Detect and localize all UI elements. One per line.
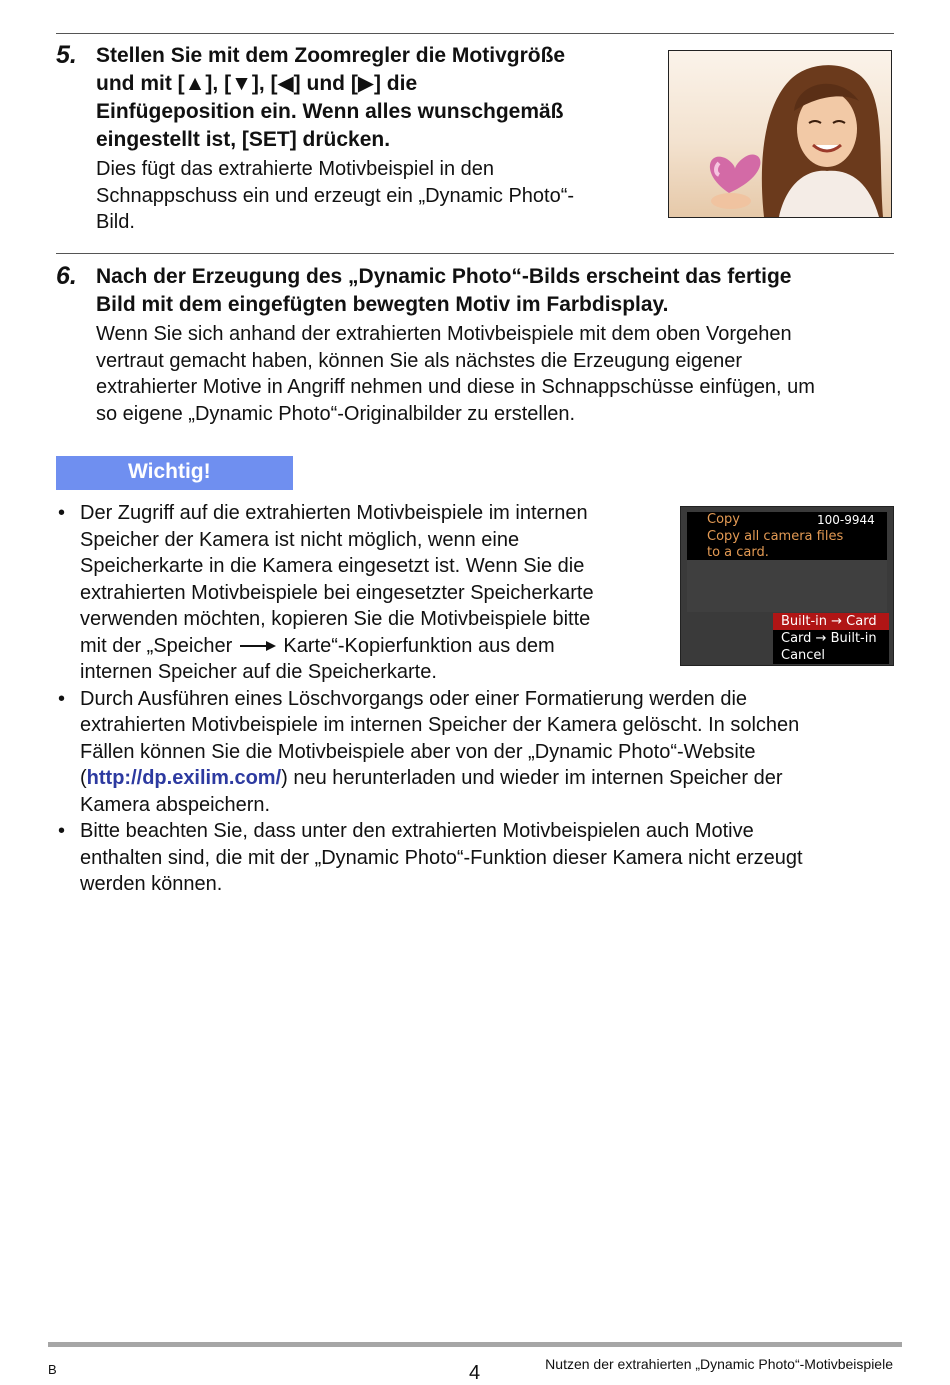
step-5-title-line: Einfügeposition ein. Wenn alles wunschgemäß bbox=[96, 100, 564, 123]
bullet-item bbox=[58, 818, 894, 898]
step-5-number: 5. bbox=[56, 41, 77, 69]
step-6-title-line: Bild mit dem eingefügten bewegten Motiv im Farbdisplay. bbox=[96, 293, 669, 316]
step-5-title-line: eingestellt ist, [SET] drücken. bbox=[96, 128, 391, 151]
important-heading bbox=[56, 456, 293, 490]
bullet-text: Karte“-Kopierfunktion aus dem bbox=[283, 634, 555, 657]
bullet-line: Speicherkarte in die Kamera eingesetzt ist. Wenn Sie die bbox=[80, 555, 585, 577]
step-5-body-line: Dies fügt das extrahierte Motivbeispiel in den bbox=[96, 158, 494, 180]
bullet-item bbox=[58, 686, 894, 819]
bullet-icon: • bbox=[58, 687, 66, 710]
step-6-title-line: Nach der Erzeugung des „Dynamic Photo“-Bilds erscheint das fertige bbox=[96, 265, 792, 288]
step-6-body-line: so eigene „Dynamic Photo“-Originalbilder zu erstellen. bbox=[96, 402, 576, 425]
bullet-line: verwenden möchten, kopieren Sie die Motivbeispiele bitte bbox=[80, 608, 591, 630]
camera-copy-screen bbox=[680, 506, 894, 666]
bullet-line: Speicher der Kamera ist nicht möglich, wenn eine bbox=[80, 528, 520, 551]
screen-option-built-in-to-card[interactable]: Built-in → Card bbox=[773, 613, 889, 630]
bullet-line: extrahierten Motivbeispiele bei eingesetzter Speicherkarte bbox=[80, 581, 594, 604]
step-6-number: 6. bbox=[56, 262, 77, 290]
dynamic-photo-example-image bbox=[668, 50, 892, 218]
screen-message-line: to a card. bbox=[707, 545, 769, 560]
bullet-text: ) neu herunterladen und wieder im internen Speicher der bbox=[281, 767, 783, 789]
step-5-title bbox=[96, 42, 565, 154]
footer-language-code: B bbox=[48, 1362, 57, 1377]
portrait-with-heart-illustration bbox=[669, 51, 891, 217]
bullet-line bbox=[80, 765, 894, 792]
screen-heading: Copy bbox=[707, 512, 740, 527]
screen-body bbox=[687, 560, 887, 612]
top-divider bbox=[56, 33, 894, 34]
footer-bar bbox=[48, 1342, 902, 1347]
bullet-line: extrahierten Motivbeispiele im internen Speicher der Kamera gelöscht. In solchen bbox=[80, 714, 800, 736]
bullet-line: werden können. bbox=[80, 873, 223, 895]
step-divider bbox=[56, 253, 894, 254]
bullet-line: Kamera abspeichern. bbox=[80, 793, 271, 816]
important-label: Wichtig! bbox=[128, 460, 211, 483]
page-number: 4 bbox=[469, 1362, 481, 1384]
step-5-body-line: Bild. bbox=[96, 211, 135, 233]
bullet-line bbox=[80, 633, 680, 660]
bullet-line: Bitte beachten Sie, dass unter den extrahierten Motivbeispielen auch Motive bbox=[80, 820, 754, 842]
step-5-title-line: und mit [▲], [▼], [◀] und [▶] die bbox=[96, 72, 418, 95]
bullet-line: enthalten sind, die mit der „Dynamic Photo“-Funktion dieser Kamera nicht erzeugt bbox=[80, 846, 803, 869]
step-5-body-line: Schnappschuss ein und erzeugt ein „Dynamic Photo“- bbox=[96, 184, 575, 207]
bullet-line: Durch Ausführen eines Löschvorgangs oder einer Formatierung werden die bbox=[80, 687, 748, 710]
bullet-icon: • bbox=[58, 502, 66, 524]
step-5-title-line: Stellen Sie mit dem Zoomregler die Motivgröße bbox=[96, 44, 566, 67]
screen-option-card-to-built-in[interactable]: Card → Built-in bbox=[773, 630, 889, 647]
bullet-icon: • bbox=[58, 820, 66, 842]
bullet-text: ( bbox=[80, 767, 87, 789]
step-6-title bbox=[96, 263, 791, 319]
step-6-body-line: vertraut gemacht haben, können Sie als nächstes die Erzeugung eigener bbox=[96, 349, 742, 372]
screen-option-cancel[interactable]: Cancel bbox=[773, 647, 889, 664]
screen-message-line: Copy all camera files bbox=[707, 529, 844, 544]
step-6-body bbox=[96, 321, 815, 427]
bullet-line: Der Zugriff auf die extrahierten Motivbeispiele im internen bbox=[80, 502, 588, 524]
bullet-line: Fällen können Sie die Motivbeispiele aber von der „Dynamic Photo“-Website bbox=[80, 740, 756, 763]
website-link[interactable]: http://dp.exilim.com/ bbox=[86, 767, 282, 789]
bullet-item bbox=[58, 500, 680, 686]
step-6-body-line: Wenn Sie sich anhand der extrahierten Motivbeispiele mit dem oben Vorgehen bbox=[96, 323, 792, 345]
bullet-text: mit der „Speicher bbox=[80, 634, 233, 657]
screen-file-counter: 100-9944 bbox=[817, 513, 875, 527]
step-6-body-line: extrahierter Motive in Angriff nehmen und diese in Schnappschüsse einfügen, um bbox=[96, 376, 815, 398]
arrow-right-icon bbox=[240, 640, 276, 652]
bullet-line: internen Speicher auf die Speicherkarte. bbox=[80, 661, 437, 683]
step-5-body bbox=[96, 156, 574, 236]
footer-section-title: Nutzen der extrahierten „Dynamic Photo“-Motivbeispiele bbox=[545, 1356, 893, 1372]
